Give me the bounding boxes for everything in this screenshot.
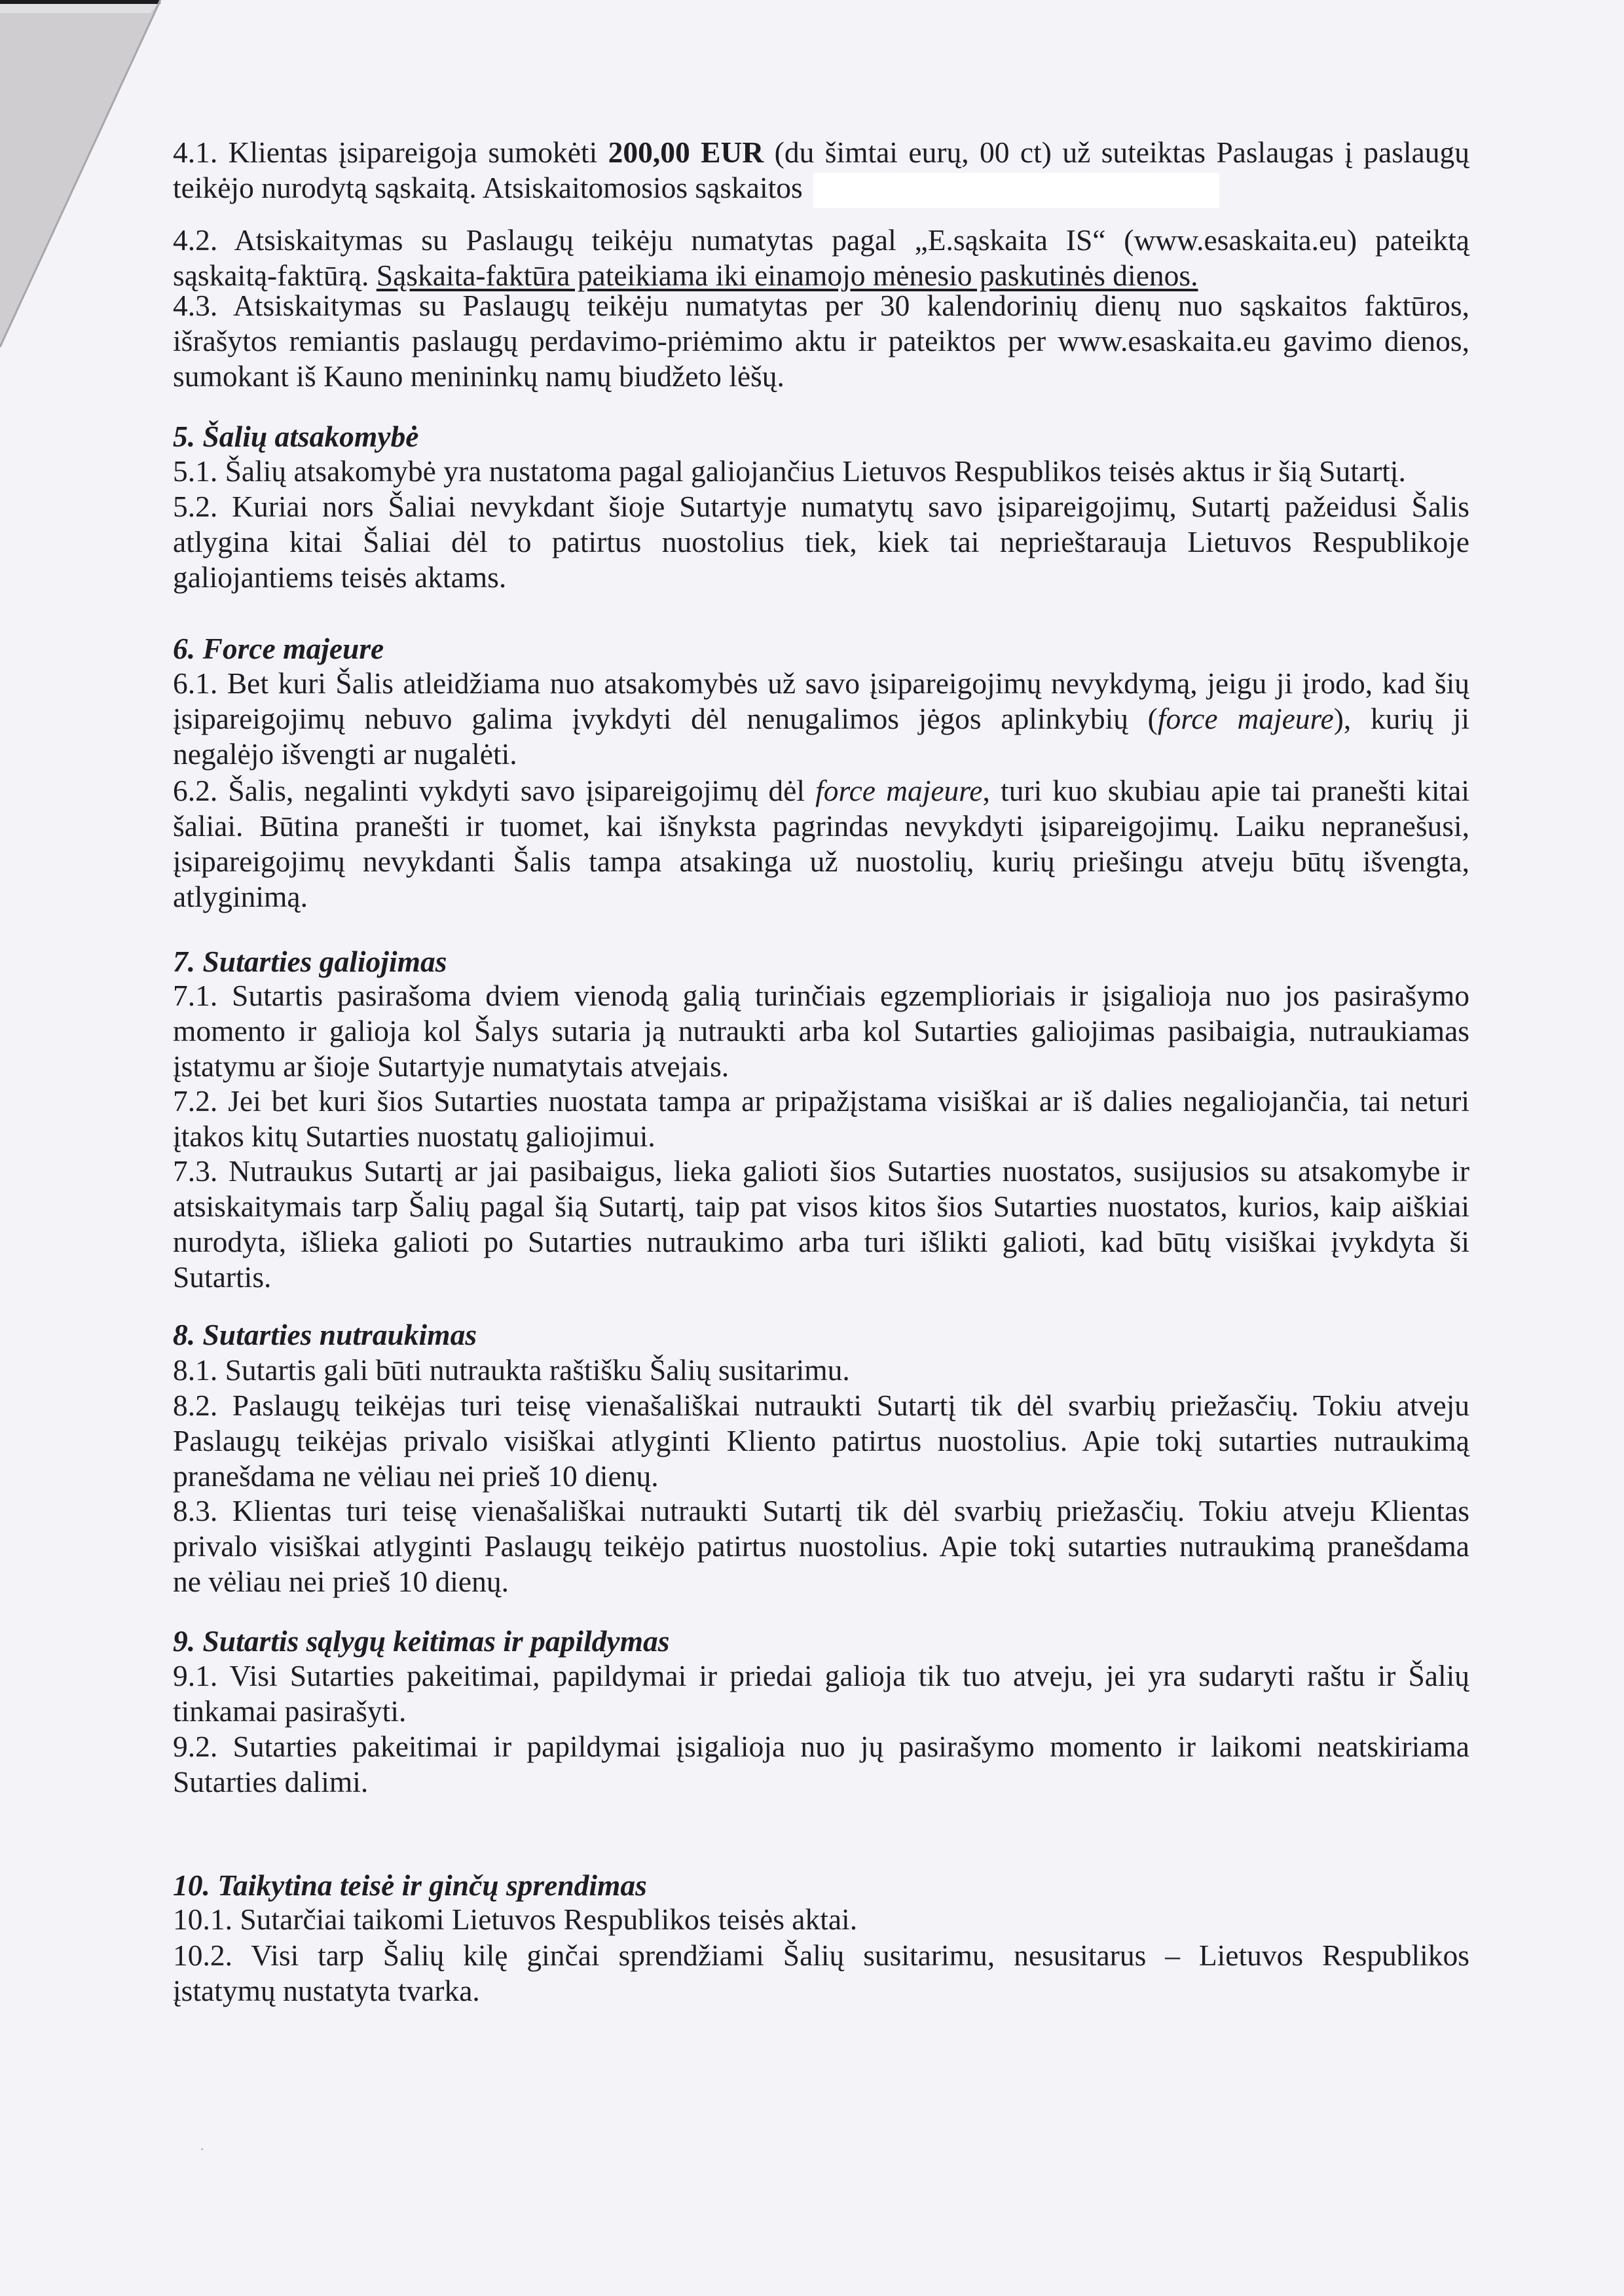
text: 6.2. Šalis, negalinti vykdyti savo įsipareigojimų dėl [173,774,816,807]
clause-5-2-line [173,524,1469,560]
text: 5. Šalių atsakomybė [173,420,419,453]
text: atlygina kitai Šaliai dėl to patirtus nuostolius tiek, kiek tai neprieštarauja Lietuvos Respublikoje [173,525,1469,558]
text: 9.1. Visi Sutarties pakeitimai, papildymai ir priedai galioja tik tuo atveju, jei yra sudaryti raštu ir Šalių [173,1659,1469,1692]
section-heading [173,1868,647,1903]
clause-7-1-line [173,978,1469,1013]
text: negalėjo išvengti ar nugalėti. [173,737,517,771]
text: sumokant iš Kauno menininkų namų biudžeto lėšų. [173,359,784,393]
clause-8-3-line [173,1564,509,1599]
clause-6-1-line [173,737,517,772]
clause-4-1-line [173,135,1469,170]
underlined-text: Sąskaita-faktūra pateikiama iki einamojo mėnesio paskutinės dienos. [376,259,1198,292]
clause-8-1-line [173,1353,850,1388]
italic-text: force majeure [815,774,983,807]
text: 8.2. Paslaugų teikėjas turi teisę vienašališkai nutraukti Sutartį tik dėl svarbių priežasčių. Tokiu atveju [173,1389,1469,1422]
bold-text: 200,00 EUR [608,136,764,169]
text: Sutarties dalimi. [173,1765,369,1798]
clause-4-3-line [173,359,784,394]
text: (du šimtai eurų, 00 ct) už suteiktas Paslaugas į paslaugų [764,136,1469,169]
clause-6-1-line [173,666,1469,701]
clause-9-2-line [173,1764,368,1800]
text: atsiskaitymais tarp Šalių pagal šią Sutartį, taip pat visos kitos šios Sutarties nuostatos, kurios, kaip aiškiai [173,1190,1469,1223]
clause-7-2-line [173,1119,655,1154]
clause-6-2-line [173,773,1469,809]
section-heading [173,944,447,979]
clause-6-2-line [173,879,308,915]
text: Paslaugų teikėjas privalo visiškai atlyginti Kliento patirtus nuostolius. Apie tokį sutarties nutraukimą [173,1424,1469,1457]
clause-7-3-line [173,1189,1469,1224]
text: 6. Force majeure [173,632,384,665]
clause-7-3-line [173,1154,1469,1189]
text: 7.1. Sutartis pasirašoma dviem vienodą galią turinčiais egzemplioriais ir įsigalioja nuo jos pasirašymo [173,979,1469,1012]
text: teikėjo nurodytą sąskaitą. Atsiskaitomosios sąskaitos [173,171,803,204]
clause-6-2-line [173,844,1469,879]
text: 5.2. Kuriai nors Šaliai nevykdant šioje Sutartyje numatytų savo įsipareigojimų, Sutartį pažeidusi Šalis [173,490,1469,523]
text: momento ir galioja kol Šalys sutaria ją nutraukti arba kol Sutarties galiojimas pasibaigia, nutraukiamas [173,1014,1469,1048]
clause-8-2-line [173,1423,1469,1459]
text: įsipareigojimų nevykdanti Šalis tampa atsakinga už nuostolių, kurių priešingu atveju būtų išvengta, [173,845,1469,878]
clause-6-2-line [173,809,1469,844]
italic-text: force majeure [1157,702,1334,735]
text: galiojantiems teisės aktams. [173,560,507,594]
redacted-account-number [813,173,1219,208]
text: ne vėliau nei prieš 10 dienų. [173,1565,509,1598]
text: 9.2. Sutarties pakeitimai ir papildymai įsigalioja nuo jų pasirašymo momento ir laikomi neatskiriama [173,1730,1469,1763]
clause-9-1-line [173,1694,406,1729]
text: 8.3. Klientas turi teisę vienašališkai nutraukti Sutartį tik dėl svarbių priežasčių. Tokiu atveju Klientas [173,1494,1469,1527]
clause-7-2-line [173,1084,1469,1119]
text: 10.2. Visi tarp Šalių kilę ginčai sprendžiami Šalių susitarimu, nesusitarus – Lietuvos Respublikos [173,1939,1469,1972]
text: 7.2. Jei bet kuri šios Sutarties nuostata tampa ar pripažįstama visiškai ar iš dalies negaliojančia, tai neturi [173,1084,1469,1118]
clause-7-1-line [173,1049,729,1084]
clause-5-1-line [173,454,1406,489]
clause-4-3-line [173,288,1469,323]
folded-page-corner [0,0,170,354]
text: įstatymų nustatyta tvarka. [173,1974,480,2007]
text: nurodyta, išlieka galioti po Sutarties nutraukimo arba turi išlikti galioti, kad būtų visiškai įvykdyta ši [173,1225,1469,1258]
scan-speck: · [200,2141,205,2157]
clause-8-2-line [173,1459,659,1494]
clause-5-2-line [173,489,1469,524]
section-heading [173,1624,669,1659]
text: 7.3. Nutraukus Sutartį ar jai pasibaigus, lieka galioti šios Sutarties nuostatos, susijusios su atsakomybe ir [173,1154,1469,1188]
text: privalo visiškai atlyginti Paslaugų teikėjo patirtus nuostolius. Apie tokį sutarties nutraukimą pranešdama [173,1529,1469,1563]
clause-5-2-line [173,560,506,595]
clause-6-1-line [173,701,1469,737]
clause-9-1-line [173,1658,1469,1694]
clause-4-2-line [173,223,1469,258]
text: įsipareigojimų nebuvo galima įvykdyti dėl nenugalimos jėgos aplinkybių ( [173,702,1158,735]
text: įtakos kitų Sutarties nuostatų galiojimui. [173,1120,655,1153]
clause-9-2-line [173,1729,1469,1764]
text: 6.1. Bet kuri Šalis atleidžiama nuo atsakomybės už savo įsipareigojimų nevykdymą, jeigu ji įrodo, kad šių [173,666,1469,700]
text: ), kurių ji [1333,702,1470,735]
text: , turi kuo skubiau apie tai pranešti kitai [982,774,1469,807]
text: 4.3. Atsiskaitymas su Paslaugų teikėju numatytas per 30 kalendorinių dienų nuo sąskaitos faktūros, [173,289,1469,322]
clause-4-1-line [173,170,803,206]
clause-10-2-line [173,1938,1469,1973]
clause-10-1-line [173,1902,857,1937]
clause-7-3-line [173,1224,1469,1260]
text: sąskaitą-faktūrą. [173,259,377,292]
text: atlyginimą. [173,880,308,913]
text: 9. Sutartis sąlygų keitimas ir papildymas [173,1624,670,1658]
section-heading [173,419,418,454]
text: 7. Sutarties galiojimas [173,945,447,978]
clause-8-3-line [173,1493,1469,1529]
text: 10.1. Sutarčiai taikomi Lietuvos Respublikos teisės aktai. [173,1903,858,1936]
section-heading [173,631,384,666]
clause-10-2-line [173,1973,480,2009]
text: 4.2. Atsiskaitymas su Paslaugų teikėju numatytas pagal „E.sąskaita IS“ (www.esaskaita.eu) pateiktą [173,223,1469,257]
clause-8-2-line [173,1388,1469,1423]
text: pranešdama ne vėliau nei prieš 10 dienų. [173,1459,659,1493]
text: įstatymu ar šioje Sutartyje numatytais atvejais. [173,1049,729,1083]
text: išrašytos remiantis paslaugų perdavimo-priėmimo aktu ir pateiktos per www.esaskaita.eu gavimo dienos, [173,324,1469,357]
text: šaliai. Būtina pranešti ir tuomet, kai išnyksta pagrindas nevykdyti įsipareigojimų. Laiku nepranešusi, [173,809,1469,843]
clause-4-3-line [173,323,1469,359]
clause-7-1-line [173,1013,1469,1049]
text: tinkamai pasirašyti. [173,1694,407,1728]
clause-8-3-line [173,1529,1469,1564]
clause-7-3-line [173,1260,271,1295]
text: 10. Taikytina teisė ir ginčų sprendimas [173,1868,647,1902]
section-heading [173,1317,477,1353]
text: 5.1. Šalių atsakomybė yra nustatoma pagal galiojančius Lietuvos Respublikos teisės aktus ir šią Sutartį. [173,454,1406,488]
text: Sutartis. [173,1260,272,1294]
text: 8.1. Sutartis gali būti nutraukta raštišku Šalių susitarimu. [173,1353,850,1387]
text: 8. Sutarties nutraukimas [173,1318,477,1351]
text: 4.1. Klientas įsipareigoja sumokėti [173,136,608,169]
